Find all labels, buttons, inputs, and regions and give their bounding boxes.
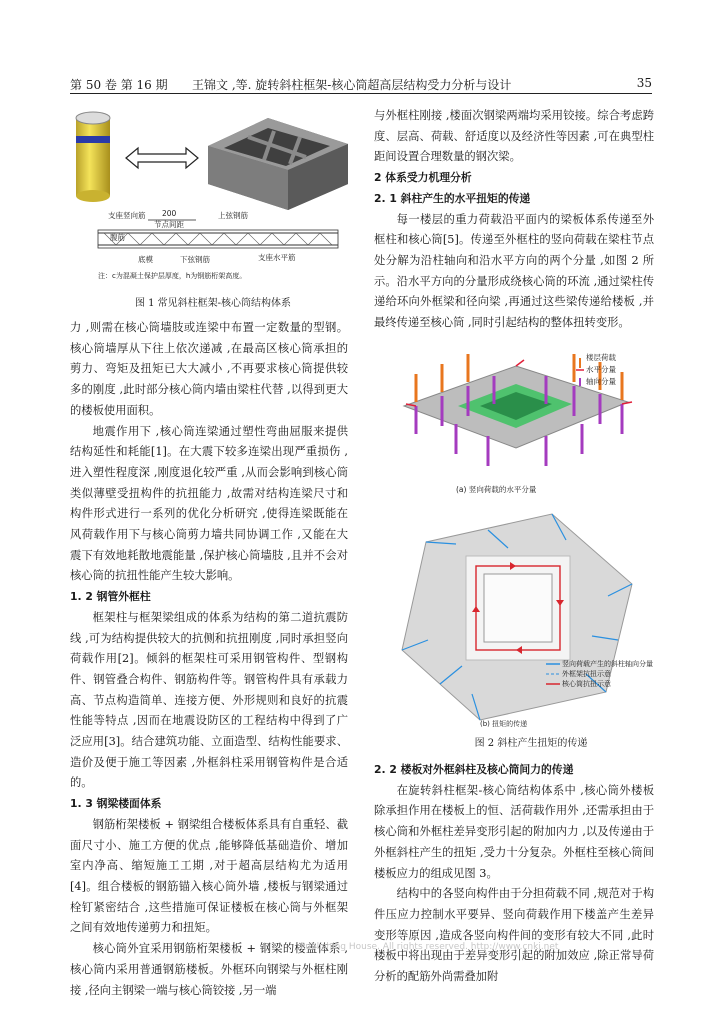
paragraph: 在旋转斜柱框架-核心筒结构体系中 ,核心筒外楼板除承担作用在楼板上的恒、活荷载作用外 ,还需承担由于核心筒和外框柱差异变形引起的附加内力 ,以及传递由于外框斜柱产生的扭矩 ,受力十分复杂。外框柱至核心筒间楼板应力的组成见图 3。 bbox=[374, 783, 654, 880]
figure-2 bbox=[396, 344, 666, 728]
figure-1-note: 注：c为混凝土保护层厚度，h为钢筋桁架高度。 bbox=[98, 272, 247, 280]
figure-2-caption: 图 2 斜柱产生扭矩的传递 bbox=[474, 738, 588, 749]
label-bottom-rebar: 下弦钢筋 bbox=[180, 255, 210, 264]
paragraph: 每一楼层的重力荷载沿平面内的梁板体系传递至外框柱和核心筒[5]。传递至外框柱的竖向荷载在梁柱节点处分解为沿柱轴向和沿水平方向的两个分量 ,如图 2 所示。沿水平方向的分量形成绕核心筒的环流 ,通过梁柱传递给环向外框梁和径向梁 ,再通过这些梁传递给楼板 ,并最终传递至核心筒 ,同时引起结构的整体扭转变形。 bbox=[374, 212, 654, 330]
page-number: 35 bbox=[636, 76, 652, 90]
figure-2b bbox=[402, 514, 653, 728]
truss-deck-section bbox=[98, 209, 338, 281]
header-rule bbox=[70, 93, 652, 94]
section-heading-2-2: 2. 2 楼板对外框斜柱及核心筒间力的传递 bbox=[374, 763, 574, 776]
figure-1-graphic bbox=[68, 106, 358, 291]
right-column-top bbox=[374, 106, 654, 334]
figure-1-caption: 图 1 常见斜柱框架-核心筒结构体系 bbox=[134, 298, 292, 309]
label-bottom-plate: 底模 bbox=[138, 255, 153, 264]
core-tube-block-icon bbox=[208, 118, 348, 210]
figure-2b-subcaption: (b) 扭矩的传递 bbox=[480, 720, 528, 728]
right-column-bottom bbox=[374, 760, 654, 988]
figure-1 bbox=[68, 106, 358, 291]
running-header bbox=[70, 72, 652, 94]
legend-b-axial: 竖向荷载产生的斜柱轴向分量 bbox=[562, 660, 653, 668]
section-heading-2: 2 体系受力机理分析 bbox=[374, 171, 472, 185]
running-title: 王锦文 ,等. 旋转斜柱框架-核心筒超高层结构受力分析与设计 bbox=[192, 78, 512, 92]
label-support-horizontal: 支座水平筋 bbox=[258, 253, 296, 262]
paragraph: 框架柱与框架梁组成的体系为结构的第二道抗震防线 ,可为结构提供较大的抗侧和抗扭刚度 ,同时承担竖向荷载作用[2]。倾斜的框架柱可采用钢管构件、型钢构件、钢管叠合构件、钢筋构件等。钢管构件具有承载力高、节点构造简单、连接方便、外形规则和良好的抗震性能等特点 ,因而在地震设防区的工程结构中得到了广泛应用[3]。结合建筑功能、立面造型、结构性能要求、造价及便于施工等因素 ,外框斜柱采用钢管构件是合适的。 bbox=[70, 610, 348, 790]
double-arrow-icon bbox=[126, 148, 198, 168]
label-spacing: 200 bbox=[162, 209, 177, 218]
paragraph: 地震作用下 ,核心筒连梁通过塑性弯曲屈服来提供结构延性和耗能[1]。在大震下较多连梁出现严重损伤 ,进入塑性程度深 ,刚度退化较严重 ,从而会影响到核心筒类似薄壁受扭构件的抗扭能力 ,故需对结构连梁尺寸和构件形式进行一系列的优化分析研究 ,使得连梁既能在风荷载作用下与核心筒剪力墙共同协调工作 ,又能在大震下有效地耗散地震能量 ,保护核心筒墙肢 ,且并不会对核心筒的抗扭性能产生较大影响。 bbox=[70, 424, 348, 583]
label-support-rebar: 支座竖向筋 bbox=[108, 211, 146, 220]
section-heading-1-3: 1. 3 钢梁楼面体系 bbox=[70, 797, 162, 811]
paragraph: 钢筋桁架楼板 + 钢梁组合楼板体系具有自重轻、截面尺寸小、施工方便的优点 ,能够降低基础造价、增加室内净高、缩短施工工期 ,对于超高层结构尤为适用[4]。组合楼板的钢筋锚入核心筒外墙 ,楼板与钢梁通过栓钉紧密结合 ,这些措施可保证楼板在核心筒与外框架之间有效地传递剪力和扭矩。 bbox=[70, 817, 348, 935]
section-heading-1-2: 1. 2 钢管外框柱 bbox=[70, 590, 151, 604]
watermark: Publishing House. All rights reserved. http://www.cnki.net bbox=[300, 942, 559, 952]
label-web-rebar: 腹筋 bbox=[110, 233, 125, 242]
label-top-rebar: 上弦钢筋 bbox=[218, 211, 248, 220]
paragraph: 结构中的各竖向构件由于分担荷载不同 ,规范对于构件压应力控制水平要异、竖向荷载作用下楼盖产生差异变形等原因 ,造成各竖向构件间的变形有较大不同 ,此时楼板中将出现由于差异变形引起的附加效应 ,除正常导荷分析的配筋外尚需叠加附 bbox=[374, 887, 654, 984]
section-heading-2-1: 2. 1 斜柱产生的水平扭矩的传递 bbox=[374, 191, 531, 205]
steel-tube-column-icon bbox=[76, 112, 110, 202]
legend-b-core: 核心筒抗扭示意 bbox=[562, 680, 611, 688]
paragraph: 与外框柱刚接 ,楼面次钢梁两端均采用铰接。综合考虑跨度、层高、荷载、舒适度以及经济性等因素 ,可在典型柱距间设置合理数量的钢次梁。 bbox=[374, 109, 654, 164]
legend-a-horizontal: 水平分量 bbox=[586, 365, 616, 374]
left-column bbox=[70, 318, 348, 1001]
paragraph: 核心筒外宜采用钢筋桁架楼板 + 钢梁的楼盖体系 ,核心筒内采用普通钢筋楼板。外框环向钢梁与外框柱刚接 ,径向主钢梁一端与核心筒铰接 ,另一端 bbox=[70, 942, 348, 997]
legend-b-frame: 外框架抗扭示意 bbox=[562, 670, 611, 678]
label-node-spacing: 节点间距 bbox=[154, 220, 184, 229]
journal-issue: 第 50 卷 第 16 期 bbox=[70, 78, 168, 92]
figure-2a bbox=[404, 352, 632, 494]
figure-2-graphic bbox=[396, 344, 666, 728]
figure-2a-subcaption: (a) 竖向荷载的水平分量 bbox=[456, 485, 537, 494]
paragraph: 力 ,则需在核心筒墙肢或连梁中布置一定数量的型钢。核心筒墙厚从下往上依次递减 ,在最高区核心筒承担的剪力、弯矩及扭矩已大大减小 ,不再要求核心筒提供较多的刚度 ,此时部分核心筒内墙由梁柱代替 ,以得到更大的楼板使用面积。 bbox=[70, 321, 348, 417]
legend-a-axial: 轴向分量 bbox=[586, 377, 616, 386]
legend-a-floor-load: 楼层荷载 bbox=[586, 353, 616, 362]
